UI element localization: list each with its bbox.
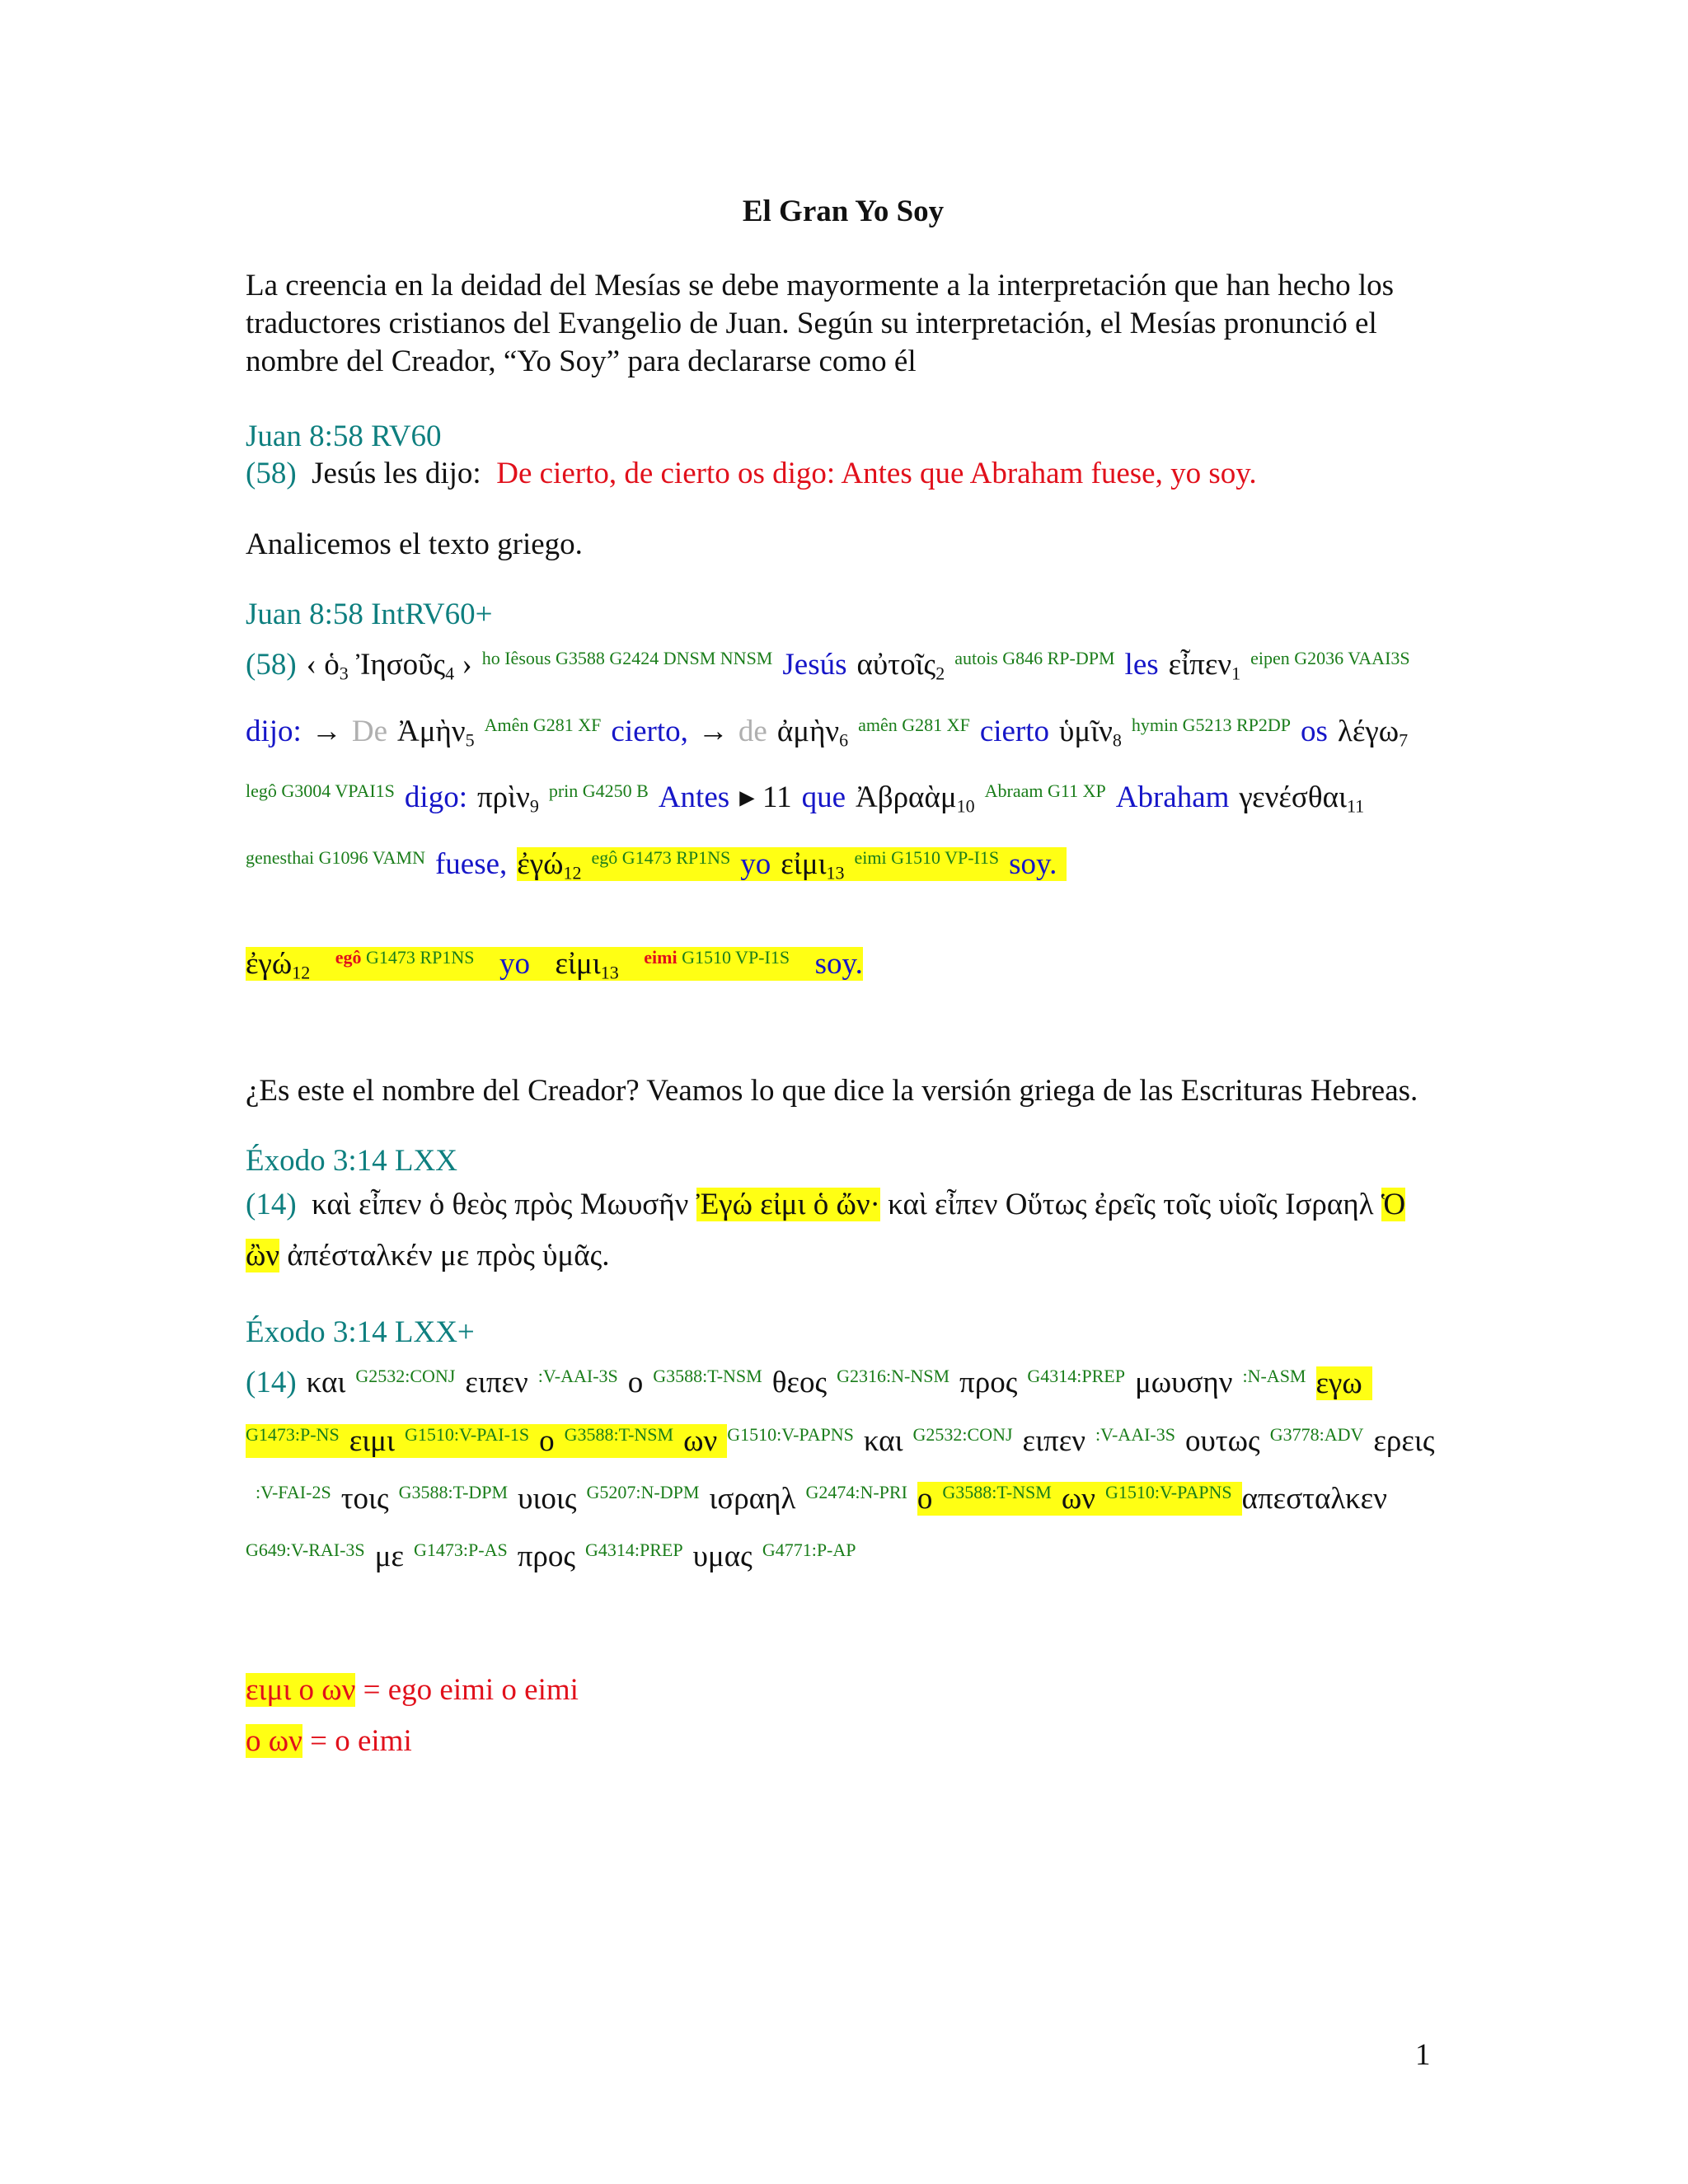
strongs-code: G649:V-RAI-3S [246, 1539, 365, 1560]
spanish-word: cierto, [611, 714, 688, 748]
strongs-code: :V-FAI-2S [256, 1481, 331, 1502]
word-index: 2 [935, 663, 945, 684]
word-index: 8 [1112, 729, 1122, 751]
equations-block [246, 1665, 1441, 1767]
greek-word: ‹ ὁ [306, 648, 340, 682]
strongs-code: G3588:T-NSM [564, 1423, 674, 1445]
greek-word: ἀμὴν [776, 714, 840, 748]
exodo-lxx-verse [246, 1179, 1441, 1282]
greek-word: πρὶν [476, 780, 530, 815]
spanish-word: cierto [979, 714, 1050, 748]
strongs-code [335, 947, 475, 968]
word-index: 5 [465, 729, 475, 751]
document-title: El Gran Yo Soy [742, 194, 945, 228]
strongs-code: :V-AAI-3S [537, 1366, 618, 1387]
strongs-code: G5207:N-DPM [586, 1481, 700, 1502]
document-page [246, 194, 1441, 1767]
focus-line-highlight [246, 947, 863, 981]
strongs-code: Abraam G11 XP [984, 780, 1106, 802]
greek-word: υιοις [518, 1481, 577, 1516]
greek-word: ὑμῖν [1059, 714, 1113, 748]
greek-word: Ἰησοῦς [348, 648, 446, 682]
strongs-code: G4771:P-AP [762, 1539, 856, 1560]
spanish-word: digo: [404, 780, 467, 815]
equation-line [246, 1716, 1441, 1767]
greek-word: ο [917, 1481, 933, 1516]
strongs-code: G4314:PREP [585, 1539, 683, 1560]
word-index: 9 [529, 796, 539, 818]
greek-word: ἐγώ [517, 847, 564, 882]
verse-number: (58) [246, 648, 297, 682]
equation-line [246, 1665, 1441, 1716]
verse-red-text: De cierto, de cierto os digo: Antes que Abraham fuese, yo soy. [496, 457, 1257, 490]
greek-word: ισραηλ [709, 1481, 796, 1516]
greek-word: ων [1061, 1481, 1095, 1516]
reorder-marker: ▸ 11 [739, 780, 792, 815]
strongs-code: G2532:CONJ [912, 1423, 1013, 1445]
greek-word: ειπεν [465, 1366, 528, 1400]
strongs-code: G1510:V-PAI-1S [404, 1423, 530, 1445]
strongs-code: G1473:P-NS [246, 1423, 340, 1445]
greek-word: προς [517, 1539, 576, 1573]
analicemos-line: Analicemos el texto griego. [246, 527, 583, 561]
greek-word: τοις [340, 1481, 389, 1516]
greek-word: ερεις [1373, 1423, 1435, 1458]
greek-word: γενέσθαι [1239, 780, 1347, 815]
greek-word: εἶπεν [1168, 648, 1232, 682]
greek-word: θεος [771, 1366, 828, 1400]
spanish-word: les [1124, 648, 1159, 682]
greek-word: εἰμι [555, 946, 601, 981]
strongs-code: genesthai G1096 VAMN [246, 847, 425, 869]
spanish-word: que [801, 780, 846, 815]
strongs-code: amên G281 XF [858, 714, 970, 735]
page-number: 1 [1415, 2038, 1431, 2072]
strongs-code: G1510:V-PAPNS [727, 1423, 854, 1445]
strongs-code: G2316:N-NSM [837, 1366, 950, 1387]
strongs-code: autois G846 RP-DPM [954, 648, 1115, 668]
greek-word: απεσταλκεν [1241, 1481, 1387, 1516]
strongs-code [644, 947, 790, 968]
translit-red: egô [335, 946, 362, 968]
spanish-word: yo [499, 946, 530, 981]
strongs-code: :V-AAI-3S [1095, 1423, 1175, 1445]
greek-word: ειπεν [1022, 1423, 1085, 1458]
juan-int-reference: Juan 8:58 IntRV60+ [246, 598, 493, 631]
greek-word: ουτως [1184, 1423, 1260, 1458]
strongs-code: G4314:PREP [1027, 1366, 1125, 1387]
greek-word: εγω [1315, 1366, 1362, 1400]
word-index: 6 [839, 729, 849, 751]
highlighted-token-group [517, 847, 1067, 881]
verse-text: καὶ εἶπεν ὁ θεὸς πρὸς Μωυσῆν [312, 1188, 689, 1222]
greek-word: ο [539, 1423, 555, 1458]
word-index: 12 [563, 862, 582, 883]
verse-text: καὶ εἶπεν Οὕτως ἐρεῖς τοῖς υἱοῖς Ισραηλ [888, 1188, 1374, 1222]
greek-word: ειμι [349, 1423, 395, 1458]
strongs-code: G1473:P-AS [414, 1539, 508, 1560]
strongs-code: ho Iêsous G3588 G2424 DNSM NNSM [481, 648, 773, 668]
spanish-word: dijo: [246, 714, 302, 748]
verse-number: (14) [246, 1188, 297, 1222]
strongs-code: :N-ASM [1242, 1366, 1306, 1387]
interlinear-verse [246, 633, 1441, 899]
word-index: 7 [1399, 729, 1409, 751]
spanish-word: soy. [814, 946, 863, 981]
word-index: 3 [339, 663, 349, 684]
spanish-word: Abraham [1115, 780, 1230, 815]
strongs-code: G2532:CONJ [355, 1366, 456, 1387]
implied-word: de [738, 714, 767, 748]
word-index: 11 [1346, 796, 1365, 818]
greek-word: με [374, 1539, 405, 1573]
strongs-code: G3588:T-NSM [942, 1481, 1052, 1502]
exodo-lxx-reference: Éxodo 3:14 LXX [246, 1144, 457, 1179]
code-text: G1510 VP-I1S [682, 946, 790, 968]
strongs-code: legô G3004 VPAI1S [246, 780, 395, 802]
highlighted-token-group [917, 1482, 1242, 1516]
strongs-code: eimi G1510 VP-I1S [854, 847, 1000, 869]
verse-number: (14) [246, 1366, 297, 1400]
highlighted-text: Ἐγώ εἰμι ὁ ὤν· [696, 1188, 880, 1222]
strongs-code: G1510:V-PAPNS [1104, 1481, 1232, 1502]
greek-word: προς [959, 1366, 1018, 1400]
greek-word: Ἀβραὰμ [856, 780, 957, 815]
equation-rest: = ego eimi o eimi [355, 1672, 579, 1707]
greek-word: λέγω [1337, 714, 1400, 748]
spanish-word: yo [740, 847, 771, 882]
greek-word: Ἀμὴν [397, 714, 466, 748]
highlighted-text: Ὁ [1381, 1188, 1406, 1222]
spanish-word: Jesús [782, 648, 847, 682]
verse-plain-text: Jesús les dijo: [312, 457, 481, 490]
intro-paragraph: La creencia en la deidad del Mesías se debe mayormente a la interpretación que han hecho los traductores cristianos del Evangelio de Juan. Según su interpretación, el Mesías pronunció el nombre del Creador, “Yo Soy” para declararse como él [246, 269, 1395, 378]
word-index: 12 [292, 962, 311, 983]
word-index: 13 [826, 862, 845, 883]
strongs-code: G3778:ADV [1269, 1423, 1364, 1445]
word-index: 10 [956, 796, 975, 818]
implied-word: De [351, 714, 387, 748]
greek-word: εἰμι [781, 847, 827, 882]
strongs-code: prin G4250 B [548, 780, 649, 802]
verse-number: (58) [246, 457, 297, 490]
code-text: G1473 RP1NS [366, 946, 475, 968]
strongs-code: G3588:T-DPM [398, 1481, 509, 1502]
greek-word: ἐγώ [246, 946, 293, 981]
greek-word: και [306, 1366, 346, 1400]
highlighted-text: ὢν [246, 1239, 280, 1273]
spanish-word: os [1301, 714, 1328, 748]
verse-text: ἀπέσταλκέν με πρὸς ὑμᾶς. [287, 1239, 610, 1273]
greek-word: ο [627, 1366, 644, 1400]
spanish-word: Antes [658, 780, 730, 815]
word-index: 1 [1231, 663, 1241, 684]
arrow-icon: → [311, 714, 342, 748]
word-index: 4 [445, 663, 455, 684]
equation-rest: = o eimi [302, 1723, 412, 1758]
exodo-plus-verse [246, 1351, 1441, 1582]
greek-word: › [454, 648, 472, 682]
strongs-code: G3588:T-NSM [653, 1366, 762, 1387]
spanish-word: fuese, [434, 847, 508, 882]
juan-rv60-verse [246, 455, 1441, 493]
strongs-code: hymin G5213 RP2DP [1131, 714, 1292, 735]
spanish-word: soy. [1009, 847, 1057, 882]
exodo-plus-reference: Éxodo 3:14 LXX+ [246, 1315, 475, 1350]
word-index: 13 [600, 962, 619, 983]
highlighted-text: ειμι ο ων [246, 1672, 356, 1707]
strongs-code: Amên G281 XF [484, 714, 602, 735]
arrow-icon: → [697, 714, 729, 748]
greek-word: μωυσην [1134, 1366, 1233, 1400]
greek-word: και [863, 1423, 903, 1458]
translit-red: eimi [644, 946, 678, 968]
highlighted-text: ο ων [246, 1723, 302, 1758]
question-paragraph: ¿Es este el nombre del Creador? Veamos lo que dice la versión griega de las Escrituras Hebreas. [246, 1074, 1418, 1108]
strongs-code: G2474:N-PRI [805, 1481, 907, 1502]
greek-word: ων [683, 1423, 718, 1458]
juan-rv60-reference: Juan 8:58 RV60 [246, 419, 442, 453]
focus-line [246, 932, 1441, 999]
greek-word: αὐτοῖς [856, 648, 936, 682]
greek-word: υμας [692, 1539, 753, 1573]
strongs-code: eipen G2036 VAAI3S [1250, 648, 1410, 668]
strongs-code: egô G1473 RP1NS [591, 847, 731, 869]
